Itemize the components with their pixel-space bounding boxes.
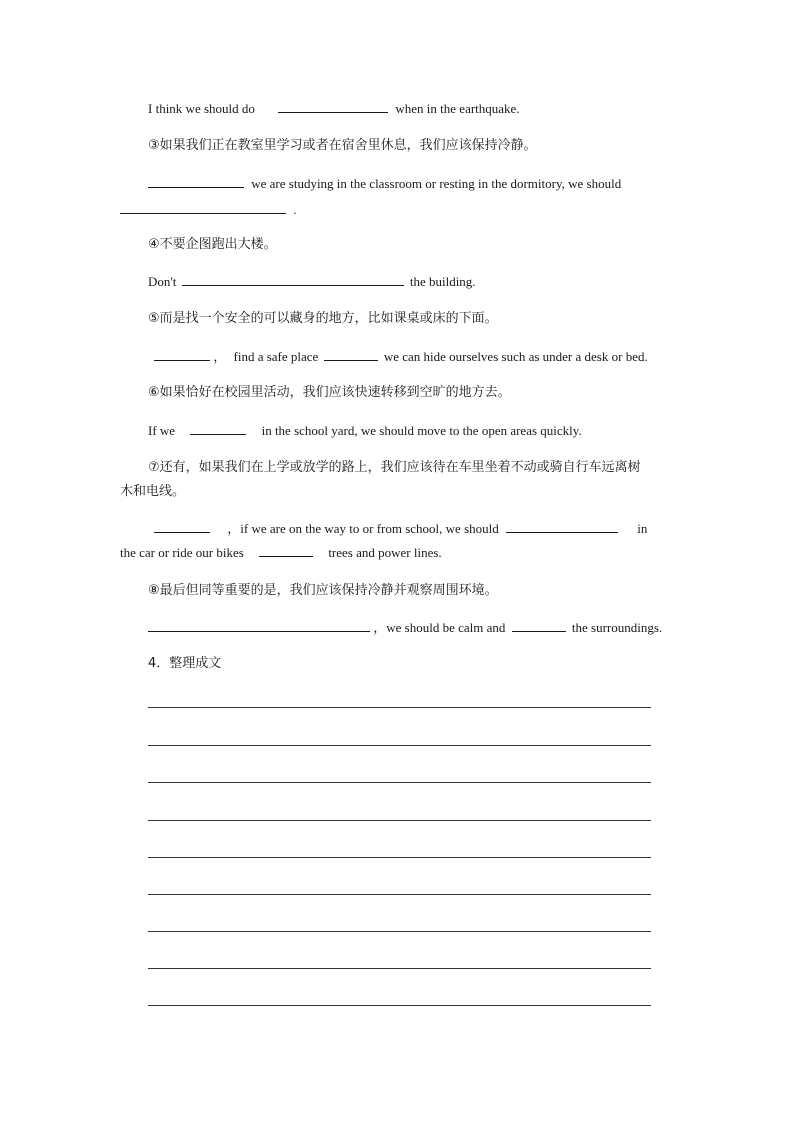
sentence-6-chinese: ⑥如果恰好在校园里活动，我们应该快速转移到空旷的地方去。	[148, 385, 511, 400]
sentence-text: ，	[213, 349, 227, 364]
writing-line[interactable]	[148, 931, 651, 932]
writing-line[interactable]	[148, 857, 651, 858]
sentence-7-english-cont	[120, 544, 674, 561]
writing-line[interactable]	[148, 968, 651, 969]
writing-line[interactable]	[148, 820, 651, 821]
sentence-5-chinese: ⑤而是找一个安全的可以藏身的地方，比如课桌或床的下面。	[148, 311, 498, 326]
writing-line[interactable]	[148, 782, 651, 783]
sentence-text: trees and power lines.	[328, 545, 442, 560]
answer-blank[interactable]	[190, 422, 246, 435]
sentence-text: I think we should do	[148, 101, 255, 116]
sentence-2-english	[148, 100, 674, 117]
sentence-text: in	[637, 521, 648, 536]
answer-blank[interactable]	[154, 348, 210, 361]
sentence-4-english	[148, 273, 674, 290]
sentence-6-english	[148, 422, 674, 439]
sentence-8-chinese: ⑧最后但同等重要的是，我们应该保持冷静并观察周围环境。	[148, 583, 498, 598]
section-4-title: 4．整理成文	[148, 656, 222, 671]
answer-blank[interactable]	[148, 175, 244, 188]
answer-blank[interactable]	[259, 544, 313, 557]
sentence-4-chinese: ④不要企图跑出大楼。	[148, 237, 277, 252]
sentence-text: we can hide ourselves such as under a desk or bed.	[383, 349, 648, 364]
sentence-3-english	[148, 175, 674, 192]
sentence-text: .	[293, 202, 297, 217]
sentence-3-english-cont	[120, 201, 674, 218]
answer-blank[interactable]	[148, 619, 370, 632]
answer-blank[interactable]	[154, 520, 210, 533]
writing-line[interactable]	[148, 894, 651, 895]
sentence-text: ，we should be calm and	[373, 620, 506, 635]
sentence-7-chinese-cont: 木和电线。	[120, 484, 186, 499]
answer-blank[interactable]	[120, 201, 286, 214]
sentence-text: find a safe place	[233, 349, 319, 364]
answer-blank[interactable]	[506, 520, 618, 533]
answer-blank[interactable]	[324, 348, 378, 361]
sentence-text: the building.	[409, 274, 476, 289]
answer-blank[interactable]	[512, 619, 566, 632]
sentence-8-english	[148, 619, 674, 636]
sentence-text: the car or ride our bikes	[120, 545, 244, 560]
writing-line[interactable]	[148, 1005, 651, 1006]
sentence-5-english	[148, 348, 674, 365]
sentence-text: we are studying in the classroom or resting in the dormitory, we should	[251, 176, 622, 191]
writing-line[interactable]	[148, 707, 651, 708]
sentence-3-chinese: ③如果我们正在教室里学习或者在宿舍里休息，我们应该保持冷静。	[148, 138, 537, 153]
answer-blank[interactable]	[182, 273, 404, 286]
writing-line[interactable]	[148, 745, 651, 746]
sentence-text: when in the earthquake.	[395, 101, 520, 116]
sentence-7-chinese: ⑦还有，如果我们在上学或放学的路上，我们应该待在车里坐着不动或骑自行车远离树	[148, 460, 641, 475]
sentence-7-english	[148, 520, 674, 537]
sentence-text: the surroundings.	[571, 620, 663, 635]
sentence-text: ，if we are on the way to or from school, we should	[227, 521, 499, 536]
sentence-text: Don't	[148, 274, 177, 289]
sentence-text: If we	[148, 423, 176, 438]
sentence-text: in the school yard, we should move to the open areas quickly.	[261, 423, 582, 438]
answer-blank[interactable]	[278, 100, 388, 113]
